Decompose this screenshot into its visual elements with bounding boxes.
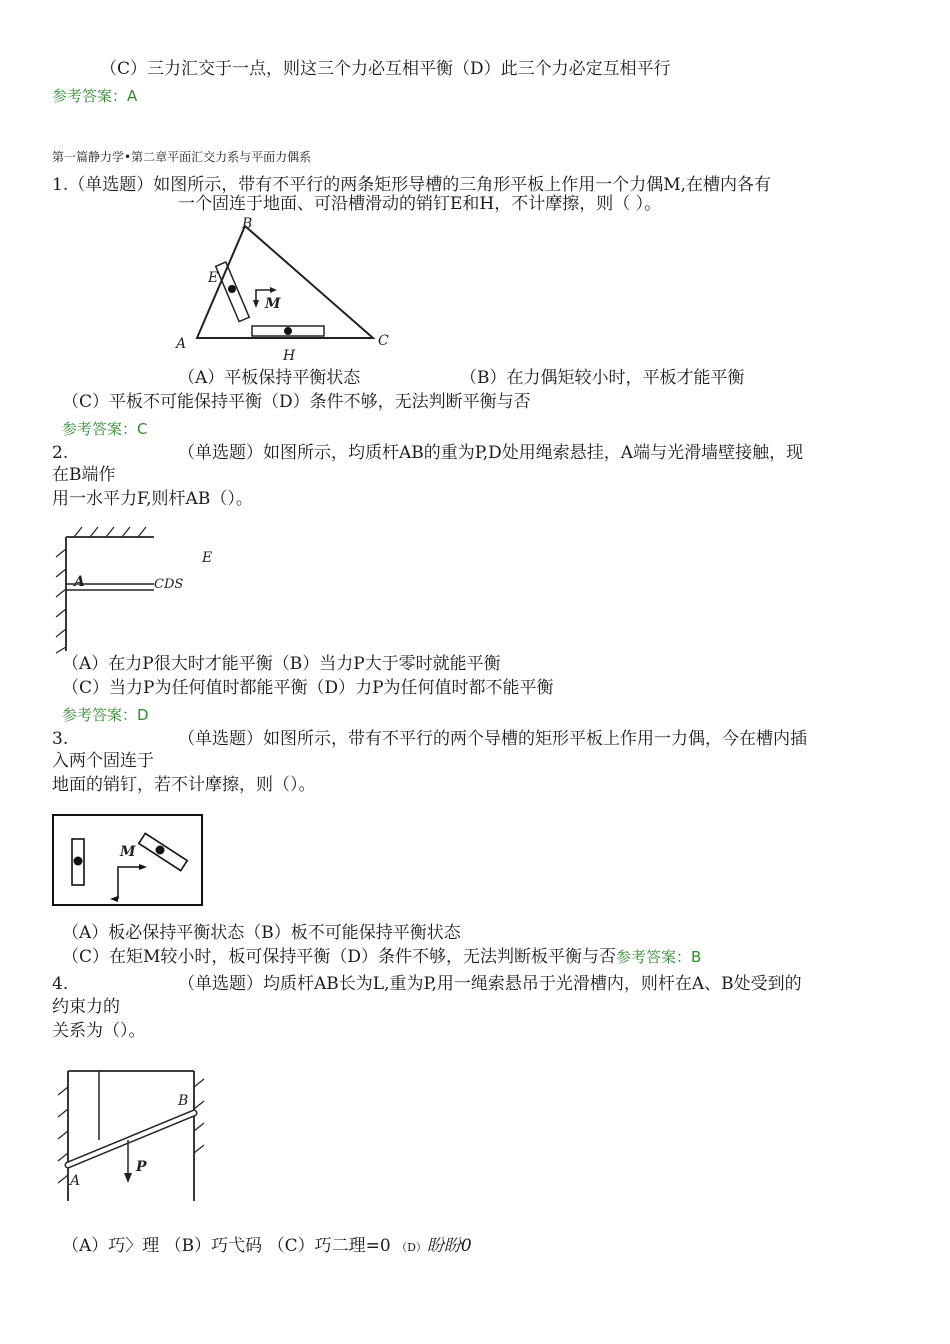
q3-stem-line1: （单选题）如图所示，带有不平行的两个导槽的矩形平板上作用一力偶，今在槽内插 (178, 729, 807, 749)
label-b: B (242, 216, 253, 232)
q1-stem-line1: 1.（单选题）如图所示，带有不平行的两条矩形导槽的三角形平板上作用一个力偶M,在槽内各有 (52, 175, 772, 195)
q1-figure-triangle-plate (170, 212, 400, 367)
q3-number: 3. (52, 729, 69, 749)
q3-option-ab: （A）板必保持平衡状态（B）板不可能保持平衡状态 (62, 923, 461, 943)
label-c: C (378, 333, 389, 349)
q3-stem-line2: 入两个固连于 (52, 751, 154, 771)
q1-option-a: （A）平板保持平衡状态 (178, 368, 361, 388)
q4-option-d: 盼盼0 (426, 1236, 472, 1256)
label-a: A (176, 336, 187, 352)
q2-number: 2. (52, 443, 69, 463)
pin-h (284, 327, 292, 335)
q4-stem-line1: （单选题）均质杆AB长为L,重为P,用一绳索悬吊于光滑槽内，则杆在A、B处受到的 (178, 974, 802, 994)
label-e: E (208, 270, 219, 286)
q2-answer: 参考答案：D (62, 706, 149, 724)
triangle-plate (197, 226, 373, 338)
label-p: P (136, 1159, 147, 1175)
q2-option-ab: （A）在力P很大时才能平衡（B）当力P大于零时就能平衡 (62, 654, 501, 674)
label-e: E (202, 550, 213, 566)
q2-stem-line3: 用一水平力F,则杆AB（）。 (52, 489, 253, 509)
q4-figure-rod-in-groove (52, 1065, 212, 1205)
q1-answer: 参考答案：C (62, 420, 148, 438)
pin-2 (156, 846, 165, 855)
q3-option-cd (62, 946, 701, 968)
pin-1 (74, 857, 83, 866)
q2-option-cd: （C）当力P为任何值时都能平衡（D）力P为任何值时都不能平衡 (62, 678, 554, 698)
label-b: B (178, 1093, 189, 1109)
label-m: M (265, 296, 281, 312)
q2-figure-rod-wall (50, 525, 230, 655)
pin-e (228, 285, 236, 293)
q4-options (62, 1235, 472, 1259)
prev-answer: 参考答案：A (52, 87, 138, 105)
q1-option-b: （B）在力偶矩较小时，平板才能平衡 (460, 368, 745, 388)
q3-figure-rect-plate (52, 813, 204, 908)
q2-stem-line2: 在B端作 (52, 465, 116, 485)
q4-option-b: （B）巧弋码 (164, 1236, 263, 1256)
q3-option-cd-text: （C）在矩M较小时，板可保持平衡（D）条件不够，无法判断板平衡与否 (62, 947, 617, 967)
label-m: M (120, 844, 136, 860)
q3-answer: 参考答案：B (616, 948, 702, 966)
q1-option-cd: （C）平板不可能保持平衡（D）条件不够，无法判断平衡与否 (62, 392, 531, 412)
label-cds: CDS (154, 577, 184, 592)
q4-stem-line2: 约束力的 (52, 997, 120, 1017)
q4-option-d-prefix: （D） (396, 1241, 427, 1254)
section-title: 第一篇静力学•第二章平面汇交力系与平面力偶系 (52, 150, 312, 164)
label-a: A (74, 574, 85, 590)
q3-stem-line3: 地面的销钉，若不计摩擦，则（）。 (52, 775, 316, 795)
q4-option-a: （A）巧〉理 (62, 1236, 160, 1256)
prev-options-cd: （C）三力汇交于一点，则这三个力必互相平衡（D）此三个力必定互相平行 (100, 59, 671, 79)
q1-stem-line2: 一个固连于地面、可沿槽滑动的销钉E和H，不计摩擦，则（ ）。 (178, 194, 662, 214)
q4-option-c: （C）巧二理=0 (267, 1236, 391, 1256)
label-a: A (70, 1173, 81, 1189)
q2-stem-line1: （单选题）如图所示，均质杆AB的重为P,D处用绳索悬挂，A端与光滑墙壁接触，现 (178, 443, 804, 463)
q4-number: 4. (52, 974, 69, 994)
couple-m-arrow (118, 867, 144, 899)
q4-stem-line3: 关系为（）。 (52, 1021, 146, 1041)
label-h: H (283, 348, 296, 364)
